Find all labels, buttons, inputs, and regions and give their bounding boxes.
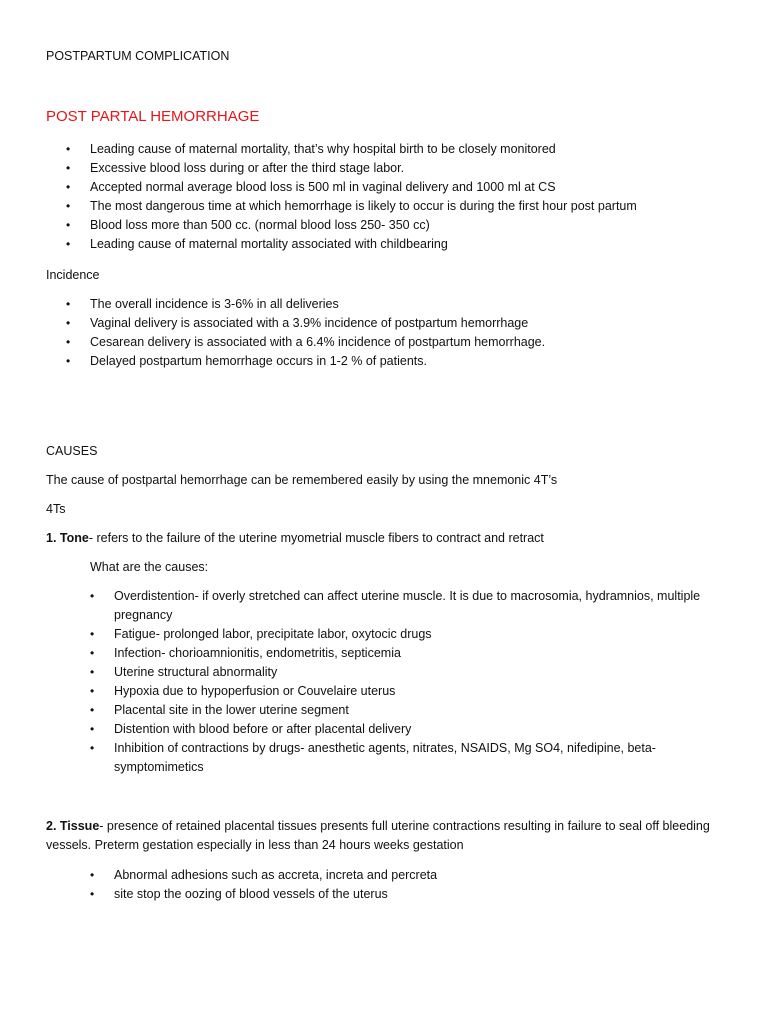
tone-label: 1. Tone bbox=[46, 531, 89, 545]
list-item: • Infection- chorioamnionitis, endometritis, septicemia bbox=[90, 644, 730, 663]
list-item: • Distention with blood before or after placental delivery bbox=[90, 720, 730, 739]
list-item: • Leading cause of maternal mortality associated with childbearing bbox=[66, 235, 756, 254]
list-item: • Overdistention- if overly stretched can affect uterine muscle. It is due to macrosomia, hydramnios, multiple pregnancy bbox=[90, 587, 730, 625]
incidence-bullet-list bbox=[66, 295, 756, 371]
list-item: • Cesarean delivery is associated with a 6.4% incidence of postpartum hemorrhage. bbox=[66, 333, 756, 352]
list-item: • Blood loss more than 500 cc. (normal blood loss 250- 350 cc) bbox=[66, 216, 756, 235]
four-t-label: 4Ts bbox=[46, 502, 66, 516]
tissue-text: - presence of retained placental tissues presents full uterine contractions resulting in failure to seal off bleeding vessels. Preterm gestation especially in less than 24 hours weeks gestation bbox=[46, 819, 710, 852]
list-item: • Leading cause of maternal mortality, that’s why hospital birth to be closely monitored bbox=[66, 140, 756, 159]
list-item: • site stop the oozing of blood vessels of the uterus bbox=[90, 885, 730, 904]
list-item: • Hypoxia due to hypoperfusion or Couvelaire uterus bbox=[90, 682, 730, 701]
list-item: • Vaginal delivery is associated with a 3.9% incidence of postpartum hemorrhage bbox=[66, 314, 756, 333]
list-item: • Uterine structural abnormality bbox=[90, 663, 730, 682]
incidence-heading: Incidence bbox=[46, 268, 100, 282]
tone-paragraph bbox=[46, 529, 544, 548]
tissue-bullet-list bbox=[90, 866, 730, 904]
section-title-pph: POST PARTAL HEMORRHAGE bbox=[46, 108, 260, 125]
list-item: • Accepted normal average blood loss is 500 ml in vaginal delivery and 1000 ml at CS bbox=[66, 178, 756, 197]
list-item: • Inhibition of contractions by drugs- anesthetic agents, nitrates, NSAIDS, Mg SO4, nifedipine, beta-symptomimetics bbox=[90, 739, 730, 777]
tissue-paragraph bbox=[46, 817, 756, 855]
pph-bullet-list bbox=[66, 140, 756, 254]
list-item: • Placental site in the lower uterine segment bbox=[90, 701, 730, 720]
list-item: • Delayed postpartum hemorrhage occurs in 1-2 % of patients. bbox=[66, 352, 756, 371]
document-title: POSTPARTUM COMPLICATION bbox=[46, 49, 230, 63]
list-item: • Abnormal adhesions such as accreta, increta and percreta bbox=[90, 866, 730, 885]
causes-intro-text: The cause of postpartal hemorrhage can be remembered easily by using the mnemonic 4T’s bbox=[46, 473, 558, 487]
tone-bullet-list bbox=[90, 587, 730, 777]
list-item: • The overall incidence is 3-6% in all deliveries bbox=[66, 295, 756, 314]
causes-heading: CAUSES bbox=[46, 444, 98, 458]
list-item: • Fatigue- prolonged labor, precipitate labor, oxytocic drugs bbox=[90, 625, 730, 644]
list-item: • The most dangerous time at which hemorrhage is likely to occur is during the first hour post partum bbox=[66, 197, 756, 216]
tone-text: - refers to the failure of the uterine myometrial muscle fibers to contract and retract bbox=[88, 531, 544, 545]
tissue-label: 2. Tissue bbox=[46, 819, 100, 833]
list-item: • Excessive blood loss during or after the third stage labor. bbox=[66, 159, 756, 178]
what-are-causes-label: What are the causes: bbox=[90, 560, 209, 574]
